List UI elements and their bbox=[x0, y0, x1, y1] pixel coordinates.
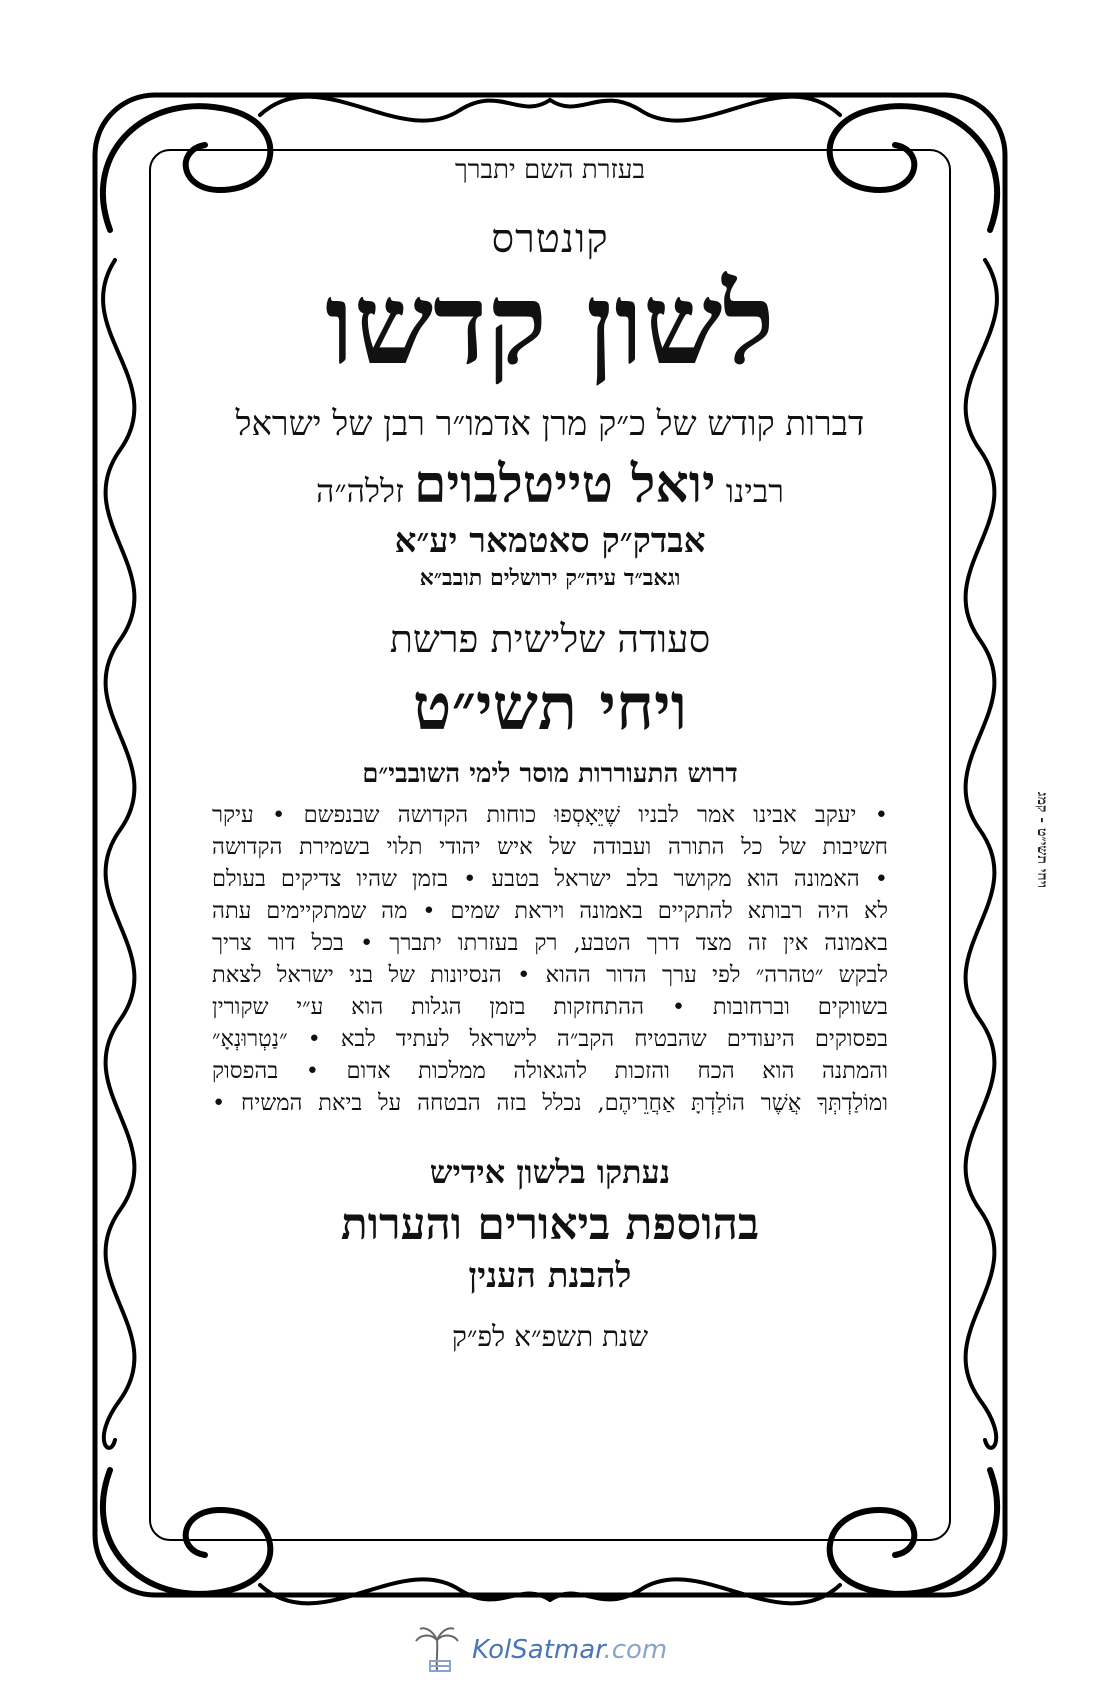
blessing-line: בעזרת השם יתברך bbox=[455, 155, 645, 185]
topic-line: ומוֹלַדְתְּךָ אֲשֶׁר הוֹלַדְתָּ אַחֲרֵיהֶם, נכלל בזה הבטחה על ביאת המשיח • bbox=[212, 1089, 888, 1116]
translation-line-3: להבנת הענין bbox=[468, 1255, 632, 1296]
topic-line: בפסוקים היעודים שהבטיח הקב״ה לישראל לעתיד לבא • ״נַטְרוּנְאָ״ bbox=[212, 1025, 888, 1052]
author-prefix: רבינו bbox=[725, 471, 784, 510]
translation-line-2: בהוספת ביאורים והערות bbox=[340, 1198, 760, 1250]
footer-logo[interactable] bbox=[412, 1620, 692, 1680]
author-line-1: דברות קודש של כ״ק מרן אדמו״ר רבן של ישראל bbox=[235, 403, 865, 444]
brand-name: KolSatmar bbox=[472, 1635, 604, 1665]
topic-line: באמונה אין זה מצד דרך הטבע, רק בעזרתו יתברך • בכל דור צריך bbox=[212, 929, 888, 956]
author-line-4: וגאב״ד עיה״ק ירושלים תובב״א bbox=[419, 564, 681, 591]
topic-line: והמתנה הוא הכח והזכות להגאולה ממלכות אדום • בהפסוק bbox=[212, 1057, 888, 1084]
topic-line: בשווקים וברחובות • ההתחזקות בזמן הגלות הוא ע״י שקורין bbox=[212, 993, 888, 1020]
drush-title: דרוש התעוררות מוסר לימי השובבי״ם bbox=[362, 758, 738, 789]
author-suffix: זללה״ה bbox=[316, 471, 404, 510]
topic-line: לא היה רבותא להתקיים באמונה ויראת שמים • מה שמתקיימים עתה bbox=[212, 897, 888, 924]
title-page bbox=[210, 145, 890, 1545]
author-line-3: אבדק״ק סאטמאר יע״א bbox=[394, 520, 706, 561]
side-page-note: ויחי תשי״ט - קמג bbox=[1034, 792, 1050, 888]
brand-text bbox=[472, 1635, 667, 1665]
book-title: לשון קדשו bbox=[325, 259, 775, 390]
topic-line: • האמונה הוא מקושר בלב ישראל בטבע • בזמן שהיו צדיקים בעולם bbox=[212, 865, 888, 892]
topic-line: לבקש ״טהרה״ לפי ערך הדור ההוא • הנסיונות של בני ישראל לצאת bbox=[212, 961, 888, 988]
parsha-title: ויחי תשי״ט bbox=[412, 669, 688, 745]
topic-line: חשיבות של כל התורה ועבודה של איש יהודי תלוי בשמירת הקדושה bbox=[212, 833, 888, 860]
brand-domain: .com bbox=[603, 1635, 668, 1665]
palm-tree-icon bbox=[412, 1625, 462, 1675]
publication-year: שנת תשפ״א לפ״ק bbox=[451, 1319, 649, 1353]
author-line-2 bbox=[210, 454, 890, 515]
translation-line-1: נעתקו בלשון אידיש bbox=[429, 1152, 671, 1191]
topic-line: • יעקב אבינו אמר לבניו שֶׁיֵּאָסְפוּ כוחות הקדושה שבנפשם • עיקר bbox=[212, 801, 888, 828]
author-name: יואל טייטלבוים bbox=[414, 453, 716, 515]
kuntres-label: קונטרס bbox=[491, 216, 609, 262]
topics-list bbox=[210, 799, 890, 1119]
occasion-line: סעודה שלישית פרשת bbox=[389, 616, 711, 661]
